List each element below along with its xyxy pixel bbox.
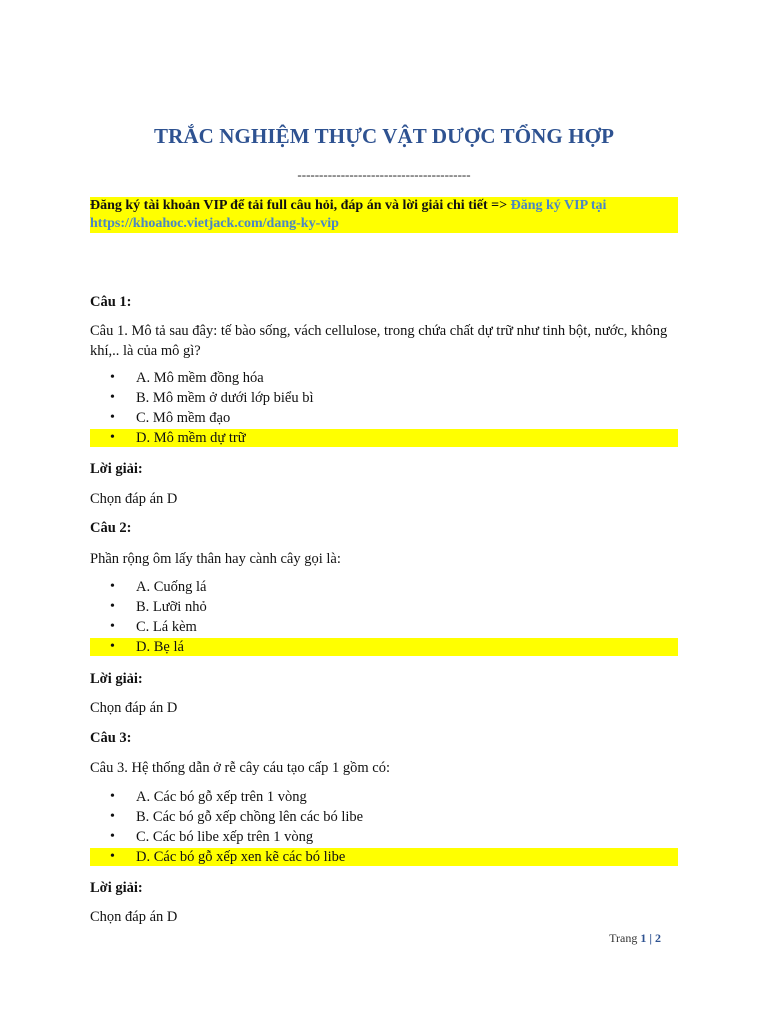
question-2-option-b: • B. Lưỡi nhỏ <box>110 599 207 615</box>
promo-text: Đăng ký tài khoản VIP để tải full câu hỏi, đáp án và lời giải chi tiết => <box>90 198 511 213</box>
question-3-options <box>90 787 678 867</box>
question-3-option-d-correct: • D. Các bó gỗ xếp xen kẽ các bó libe <box>90 848 678 866</box>
question-1-solution-label: Lời giải: <box>90 461 143 477</box>
footer-label: Trang <box>609 931 638 945</box>
vip-register-link[interactable]: Đăng ký VIP tại https://khoahoc.vietjack.com/dang-ky-vip <box>90 198 607 231</box>
bullet-icon: • <box>110 809 115 824</box>
page-title: TRẮC NGHIỆM THỰC VẬT DƯỢC TỔNG HỢP <box>154 124 614 148</box>
question-1-option-d-correct: • D. Mô mềm dự trữ <box>90 429 678 447</box>
question-2-option-c: • C. Lá kèm <box>110 619 197 635</box>
question-2-solution: Chọn đáp án D <box>90 700 178 716</box>
bullet-icon: • <box>110 430 115 445</box>
question-2-option-d-correct: • D. Bẹ lá <box>90 638 678 656</box>
bullet-icon: • <box>110 370 115 385</box>
question-3-solution-label: Lời giải: <box>90 880 143 896</box>
question-2-options <box>90 577 678 657</box>
question-1-option-b: • B. Mô mềm ở dưới lớp biểu bì <box>110 390 314 406</box>
question-1-heading: Câu 1: <box>90 294 132 310</box>
bullet-icon: • <box>110 390 115 405</box>
question-1-text: Câu 1. Mô tả sau đây: tế bào sống, vách cellulose, trong chứa chất dự trữ như tinh bột, nước, không khí,.. là của mô gì? <box>90 323 668 359</box>
bullet-icon: • <box>110 599 115 614</box>
question-2-text: Phần rộng ôm lấy thân hay cành cây gọi là: <box>90 551 341 567</box>
question-3-text: Câu 3. Hệ thống dẫn ở rễ cây cáu tạo cấp 1 gồm có: <box>90 760 390 776</box>
question-3-heading: Câu 3: <box>90 730 132 746</box>
footer-separator: | <box>649 931 652 945</box>
question-3-option-b: • B. Các bó gỗ xếp chồng lên các bó libe <box>110 809 364 825</box>
question-2-option-a: • A. Cuống lá <box>110 579 207 595</box>
bullet-icon: • <box>110 789 115 804</box>
question-1-options <box>90 368 678 448</box>
bullet-icon: • <box>110 619 115 634</box>
bullet-icon: • <box>110 829 115 844</box>
question-2-solution-label: Lời giải: <box>90 671 143 687</box>
question-1-option-a: • A. Mô mềm đồng hóa <box>110 370 264 386</box>
footer-total-pages: 2 <box>655 931 661 945</box>
question-3-option-a: • A. Các bó gỗ xếp trên 1 vòng <box>110 789 307 805</box>
bullet-icon: • <box>110 579 115 594</box>
question-3-option-c: • C. Các bó libe xếp trên 1 vòng <box>110 829 314 845</box>
bullet-icon: • <box>110 849 115 864</box>
question-3-solution: Chọn đáp án D <box>90 909 178 925</box>
footer-current-page: 1 <box>640 931 647 945</box>
question-2-heading: Câu 2: <box>90 520 132 536</box>
vip-promo-banner <box>90 197 678 233</box>
title-separator: ---------------------------------------- <box>297 167 471 182</box>
question-1-option-c: • C. Mô mềm đạo <box>110 410 231 426</box>
question-1-solution: Chọn đáp án D <box>90 491 178 507</box>
bullet-icon: • <box>110 410 115 425</box>
page-number-footer <box>609 931 661 946</box>
bullet-icon: • <box>110 639 115 654</box>
